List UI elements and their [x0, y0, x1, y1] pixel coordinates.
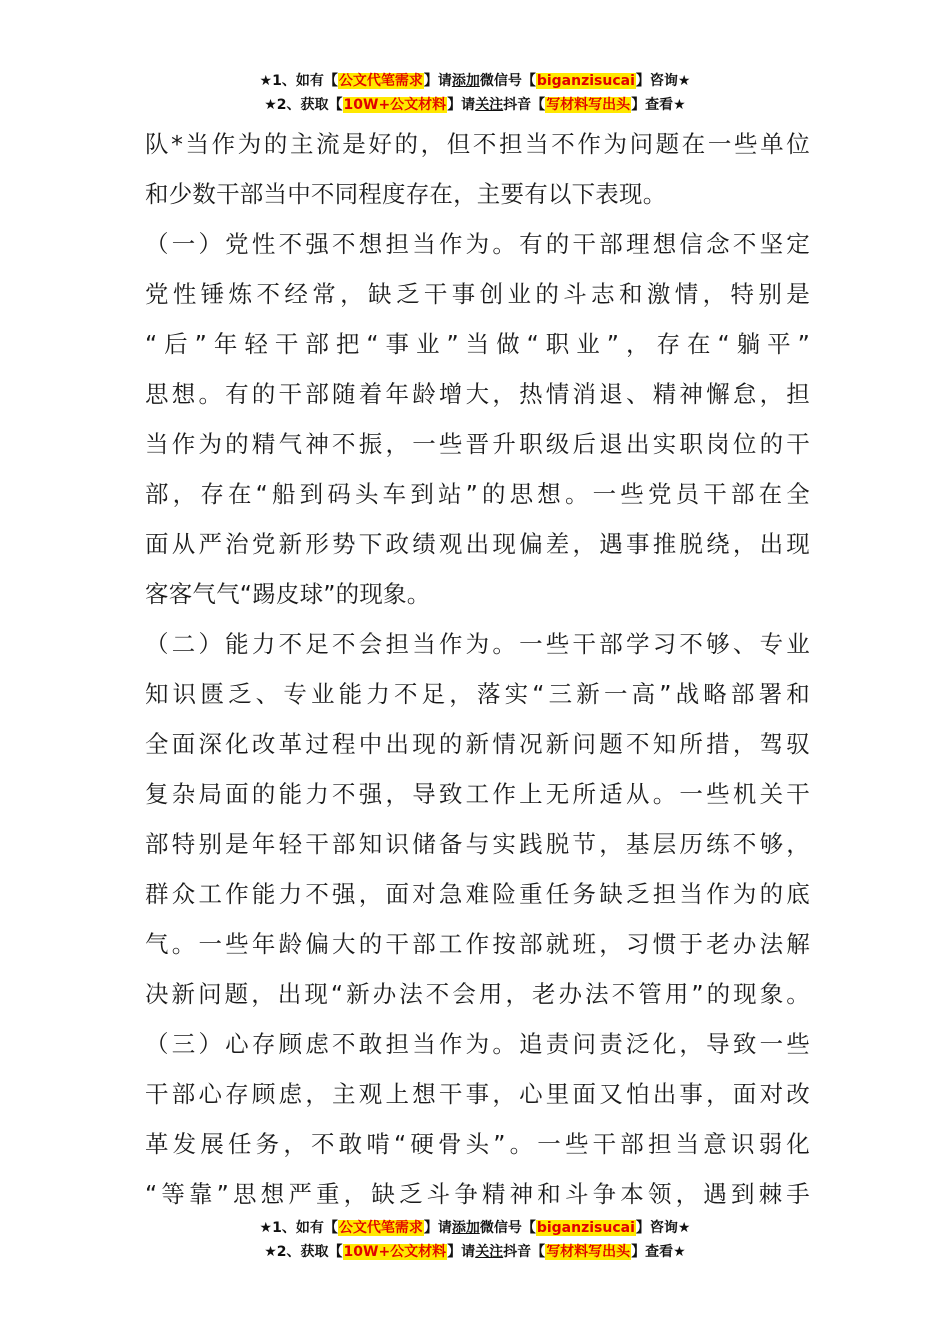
text-line: 全面深化改革过程中出现的新情况新问题不知所措，驾驭 — [145, 730, 810, 758]
text-line: 革发展任务，不敢啃“硬骨头”。一些干部担当意识弱化 — [145, 1130, 810, 1158]
text-line: 复杂局面的能力不强，导致工作上无所适从。一些机关干 — [145, 780, 810, 808]
banner-text: 】请 — [447, 97, 476, 113]
text-line: 思想。有的干部随着年龄增大，热情消退、精神懈怠，担 — [145, 380, 810, 408]
text-line: 部特别是年轻干部知识储备与实践脱节，基层历练不够， — [145, 830, 810, 858]
text-line: （二）能力不足不会担当作为。一些干部学习不够、专业 — [145, 630, 810, 658]
banner-text: 】请 — [423, 73, 452, 89]
text-line: 和少数干部当中不同程度存在，主要有以下表现。 — [145, 180, 667, 208]
banner-text: ★1、如有【 — [259, 1220, 338, 1236]
banner-text: ★2、获取【 — [264, 1244, 343, 1260]
text-line: 面从严治党新形势下政绩观出现偏差，遇事推脱绕，出现 — [145, 530, 810, 558]
highlight-text: 写材料写出头 — [546, 1244, 631, 1260]
text-line: （三）心存顾虑不敢担当作为。追责问责泛化，导致一些 — [145, 1030, 810, 1058]
text-line: 知识匮乏、专业能力不足，落实“三新一高”战略部署和 — [145, 680, 810, 708]
underlined-text: 添加 — [451, 73, 480, 89]
text-line: “等靠”思想严重，缺乏斗争精神和斗争本领，遇到棘手 — [145, 1180, 810, 1208]
text-line: 群众工作能力不强，面对急难险重任务缺乏担当作为的底 — [145, 880, 810, 908]
underlined-text: 关注 — [475, 97, 504, 113]
highlight-text: biganzisucai — [536, 1220, 635, 1236]
banner-text: 】查看★ — [631, 97, 686, 113]
banner-line-2 — [0, 93, 950, 117]
text-line: “后”年轻干部把“事业”当做“职业”，存在“躺平” — [145, 330, 810, 358]
highlight-text: 公文代笔需求 — [338, 73, 423, 89]
banner-text: 】咨询★ — [635, 1220, 691, 1236]
highlight-text: 10W+公文材料 — [343, 1244, 447, 1260]
banner-line-1 — [0, 69, 950, 93]
banner-text: ★1、如有【 — [259, 73, 338, 89]
underlined-text: 关注 — [475, 1244, 504, 1260]
text-line: 当作为的精气神不振，一些晋升职级后退出实职岗位的干 — [145, 430, 810, 458]
banner-text: 微信号【 — [479, 73, 536, 89]
text-line: 队*当作为的主流是好的，但不担当不作为问题在一些单位 — [145, 130, 810, 158]
highlight-text: biganzisucai — [536, 73, 635, 89]
text-line: 党性锤炼不经常，缺乏干事创业的斗志和激情，特别是 — [145, 280, 810, 308]
text-line: 客客气气“踢皮球”的现象。 — [145, 580, 431, 608]
banner-text: 抖音【 — [503, 1244, 546, 1260]
banner-line-1 — [0, 1216, 950, 1240]
highlight-text: 10W+公文材料 — [343, 97, 447, 113]
highlight-text: 写材料写出头 — [546, 97, 631, 113]
highlight-text: 公文代笔需求 — [338, 1220, 423, 1236]
banner-text: 】查看★ — [631, 1244, 686, 1260]
document-body — [145, 119, 810, 1219]
text-line: 干部心存顾虑，主观上想干事，心里面又怕出事，面对改 — [145, 1080, 810, 1108]
text-line: 气。一些年龄偏大的干部工作按部就班，习惯于老办法解 — [145, 930, 810, 958]
footer-banner — [0, 1216, 950, 1264]
banner-text: 微信号【 — [479, 1220, 536, 1236]
banner-line-2 — [0, 1240, 950, 1264]
header-banner — [0, 69, 950, 117]
banner-text: 】请 — [423, 1220, 452, 1236]
text-line: 决新问题，出现“新办法不会用，老办法不管用”的现象。 — [145, 980, 810, 1008]
banner-text: 抖音【 — [503, 97, 546, 113]
underlined-text: 添加 — [451, 1220, 480, 1236]
banner-text: 】咨询★ — [635, 73, 691, 89]
text-line: （一）党性不强不想担当作为。有的干部理想信念不坚定 — [145, 230, 810, 258]
banner-text: 】请 — [447, 1244, 476, 1260]
banner-text: ★2、获取【 — [264, 97, 343, 113]
text-line: 部，存在“船到码头车到站”的思想。一些党员干部在全 — [145, 480, 810, 508]
